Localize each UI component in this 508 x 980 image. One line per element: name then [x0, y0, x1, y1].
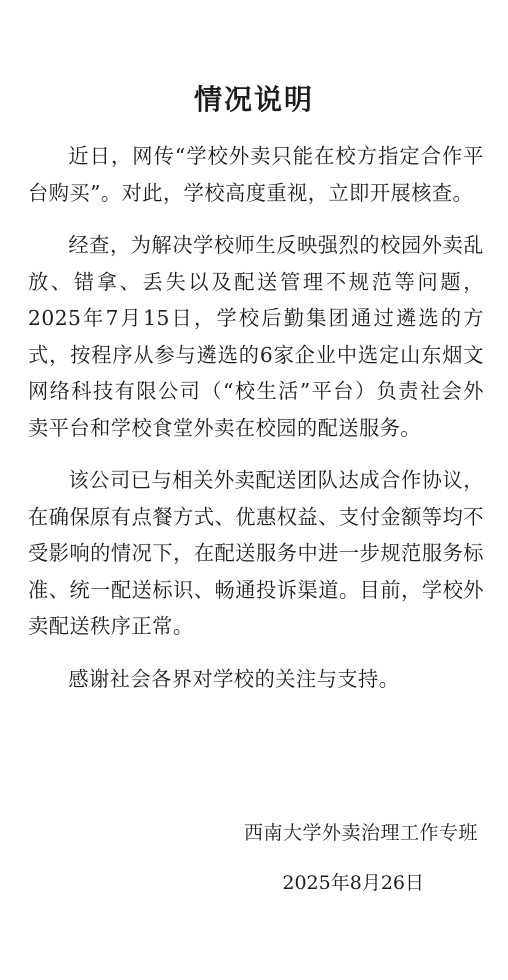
paragraph-1: 近日，网传“学校外卖只能在校方指定合作平台购买”。对此，学校高度重视，立即开展核查。 [28, 144, 484, 205]
signature-date: 2025年8月26日 [282, 872, 424, 894]
paragraph-4: 感谢社会各界对学校的关注与支持。 [68, 666, 400, 691]
paragraph-2: 经查，为解决学校师生反映强烈的校园外卖乱放、错拿、丢失以及配送管理不规范等问题，2025年7月15日，学校后勤集团通过遴选的方式，按程序从参与遴选的6家企业中选定山东烟文网络科技有限公司（“校生活”平台）负责社会外卖平台和学校食堂外卖在校园的配送服务。 [28, 233, 484, 440]
signature-organization: 西南大学外卖治理工作专班 [243, 822, 478, 844]
document-title: 情况说明 [193, 83, 314, 116]
document-body [28, 138, 484, 713]
paragraph-3: 该公司已与相关外卖配送团队达成合作协议，在确保原有点餐方式、优惠权益、支付金额等均不受影响的情况下，在配送服务中进一步规范服务标准、统一配送标识、畅通投诉渠道。目前，学校外卖配送秩序正常。 [28, 468, 484, 638]
